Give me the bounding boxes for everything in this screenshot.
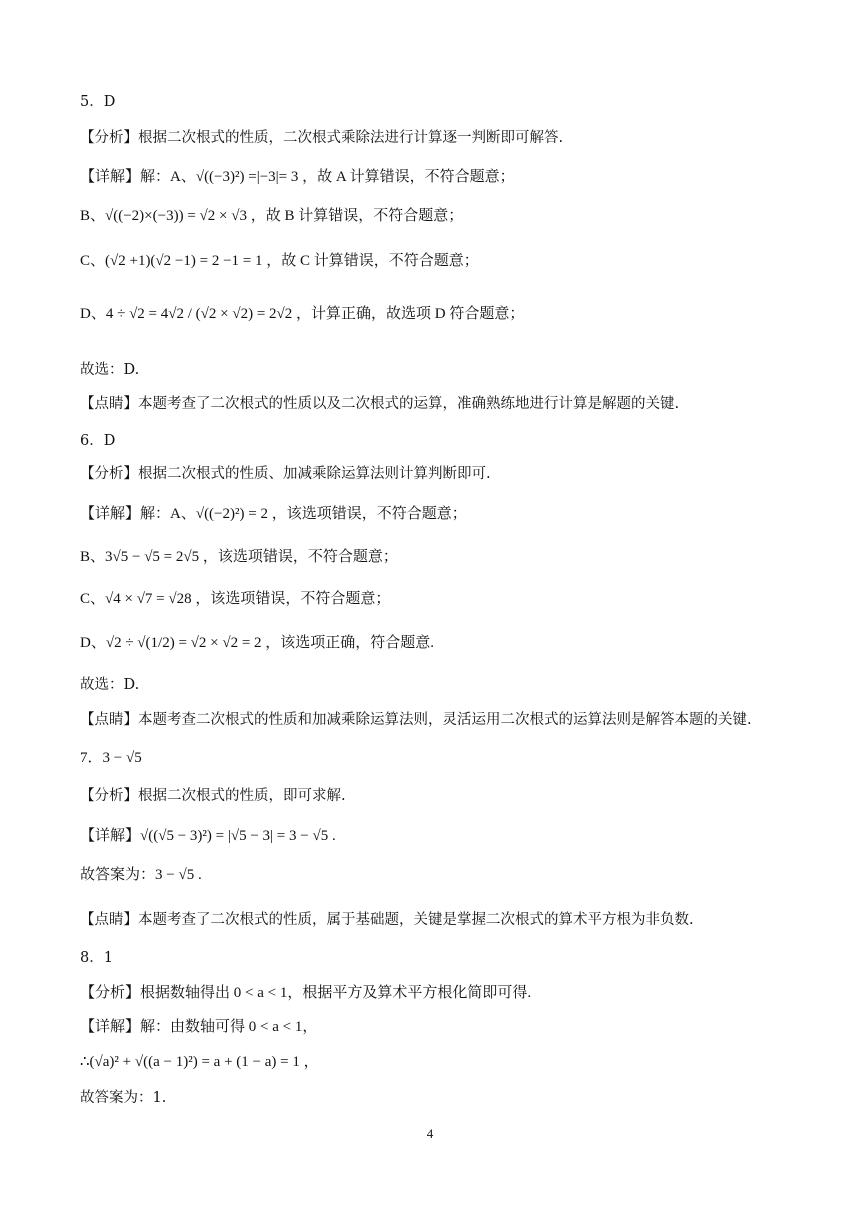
q5-comment-line: 【点睛】本题考查了二次根式的性质以及二次根式的运算，准确熟练地进行计算是解题的关键. <box>80 396 680 412</box>
q8-detail-line: 【详解】解：由数轴可得 0 < a < 1， <box>80 1019 318 1035</box>
q5-detail-a-line: 【详解】解：A、√((−3)²) =|−3|= 3 ，故 A 计算错误，不符合题意； <box>80 169 515 185</box>
q8-answer-line: 8．1 <box>80 950 113 966</box>
q6-choice-line: 故选：D. <box>80 677 140 693</box>
q7-detail-line: 【详解】√((√5 − 3)²) = |√5 − 3| = 3 − √5 . <box>80 828 336 844</box>
q8-final-line: 故答案为：1. <box>80 1090 167 1106</box>
q7-analysis-line: 【分析】根据二次根式的性质，即可求解. <box>80 788 346 804</box>
q6-analysis-line: 【分析】根据二次根式的性质、加减乘除运算法则计算判断即可. <box>80 466 491 482</box>
q5-choice-line: 故选：D. <box>80 362 140 378</box>
q5-analysis-line: 【分析】根据二次根式的性质，二次根式乘除法进行计算逐一判断即可解答. <box>80 130 564 146</box>
q5-answer-line: 5．D <box>80 94 116 110</box>
page-number: 4 <box>426 1126 434 1141</box>
q6-d-line: D、√2 ÷ √(1/2) = √2 × √2 = 2 ，该选项正确，符合题意. <box>80 635 435 651</box>
q8-analysis-line: 【分析】根据数轴得出 0 < a < 1，根据平方及算术平方根化简即可得. <box>80 985 532 1001</box>
q5-c-line: C、(√2 +1)(√2 −1) = 2 −1 = 1 ，故 C 计算错误，不符合题意； <box>80 253 479 269</box>
q6-comment-line: 【点睛】本题考查二次根式的性质和加减乘除运算法则，灵活运用二次根式的运算法则是解答本题的关键. <box>80 712 752 728</box>
q7-comment-line: 【点睛】本题考查了二次根式的性质，属于基础题，关键是掌握二次根式的算术平方根为非负数. <box>80 912 694 928</box>
q6-c-line: C、√4 × √7 = √28 ，该选项错误，不符合题意； <box>80 591 391 607</box>
q5-b-line: B、√((−2)×(−3)) = √2 × √3 ，故 B 计算错误，不符合题意； <box>80 208 464 224</box>
q6-b-line: B、3√5 − √5 = 2√5 ，该选项错误，不符合题意； <box>80 549 398 565</box>
q8-calc-line: ∴(√a)² + √((a − 1)²) = a + (1 − a) = 1 ， <box>80 1054 319 1070</box>
q6-answer-line: 6．D <box>80 433 116 449</box>
q7-final-line: 故答案为：3 − √5 . <box>80 867 202 883</box>
q7-answer-line: 7．3 − √5 <box>80 750 142 766</box>
q5-d-line: D、4 ÷ √2 = 4√2 / (√2 × √2) = 2√2 ，计算正确，故选项 D 符合题意； <box>80 306 525 322</box>
q6-detail-a-line: 【详解】解：A、√((−2)²) = 2 ，该选项错误，不符合题意； <box>80 506 467 522</box>
